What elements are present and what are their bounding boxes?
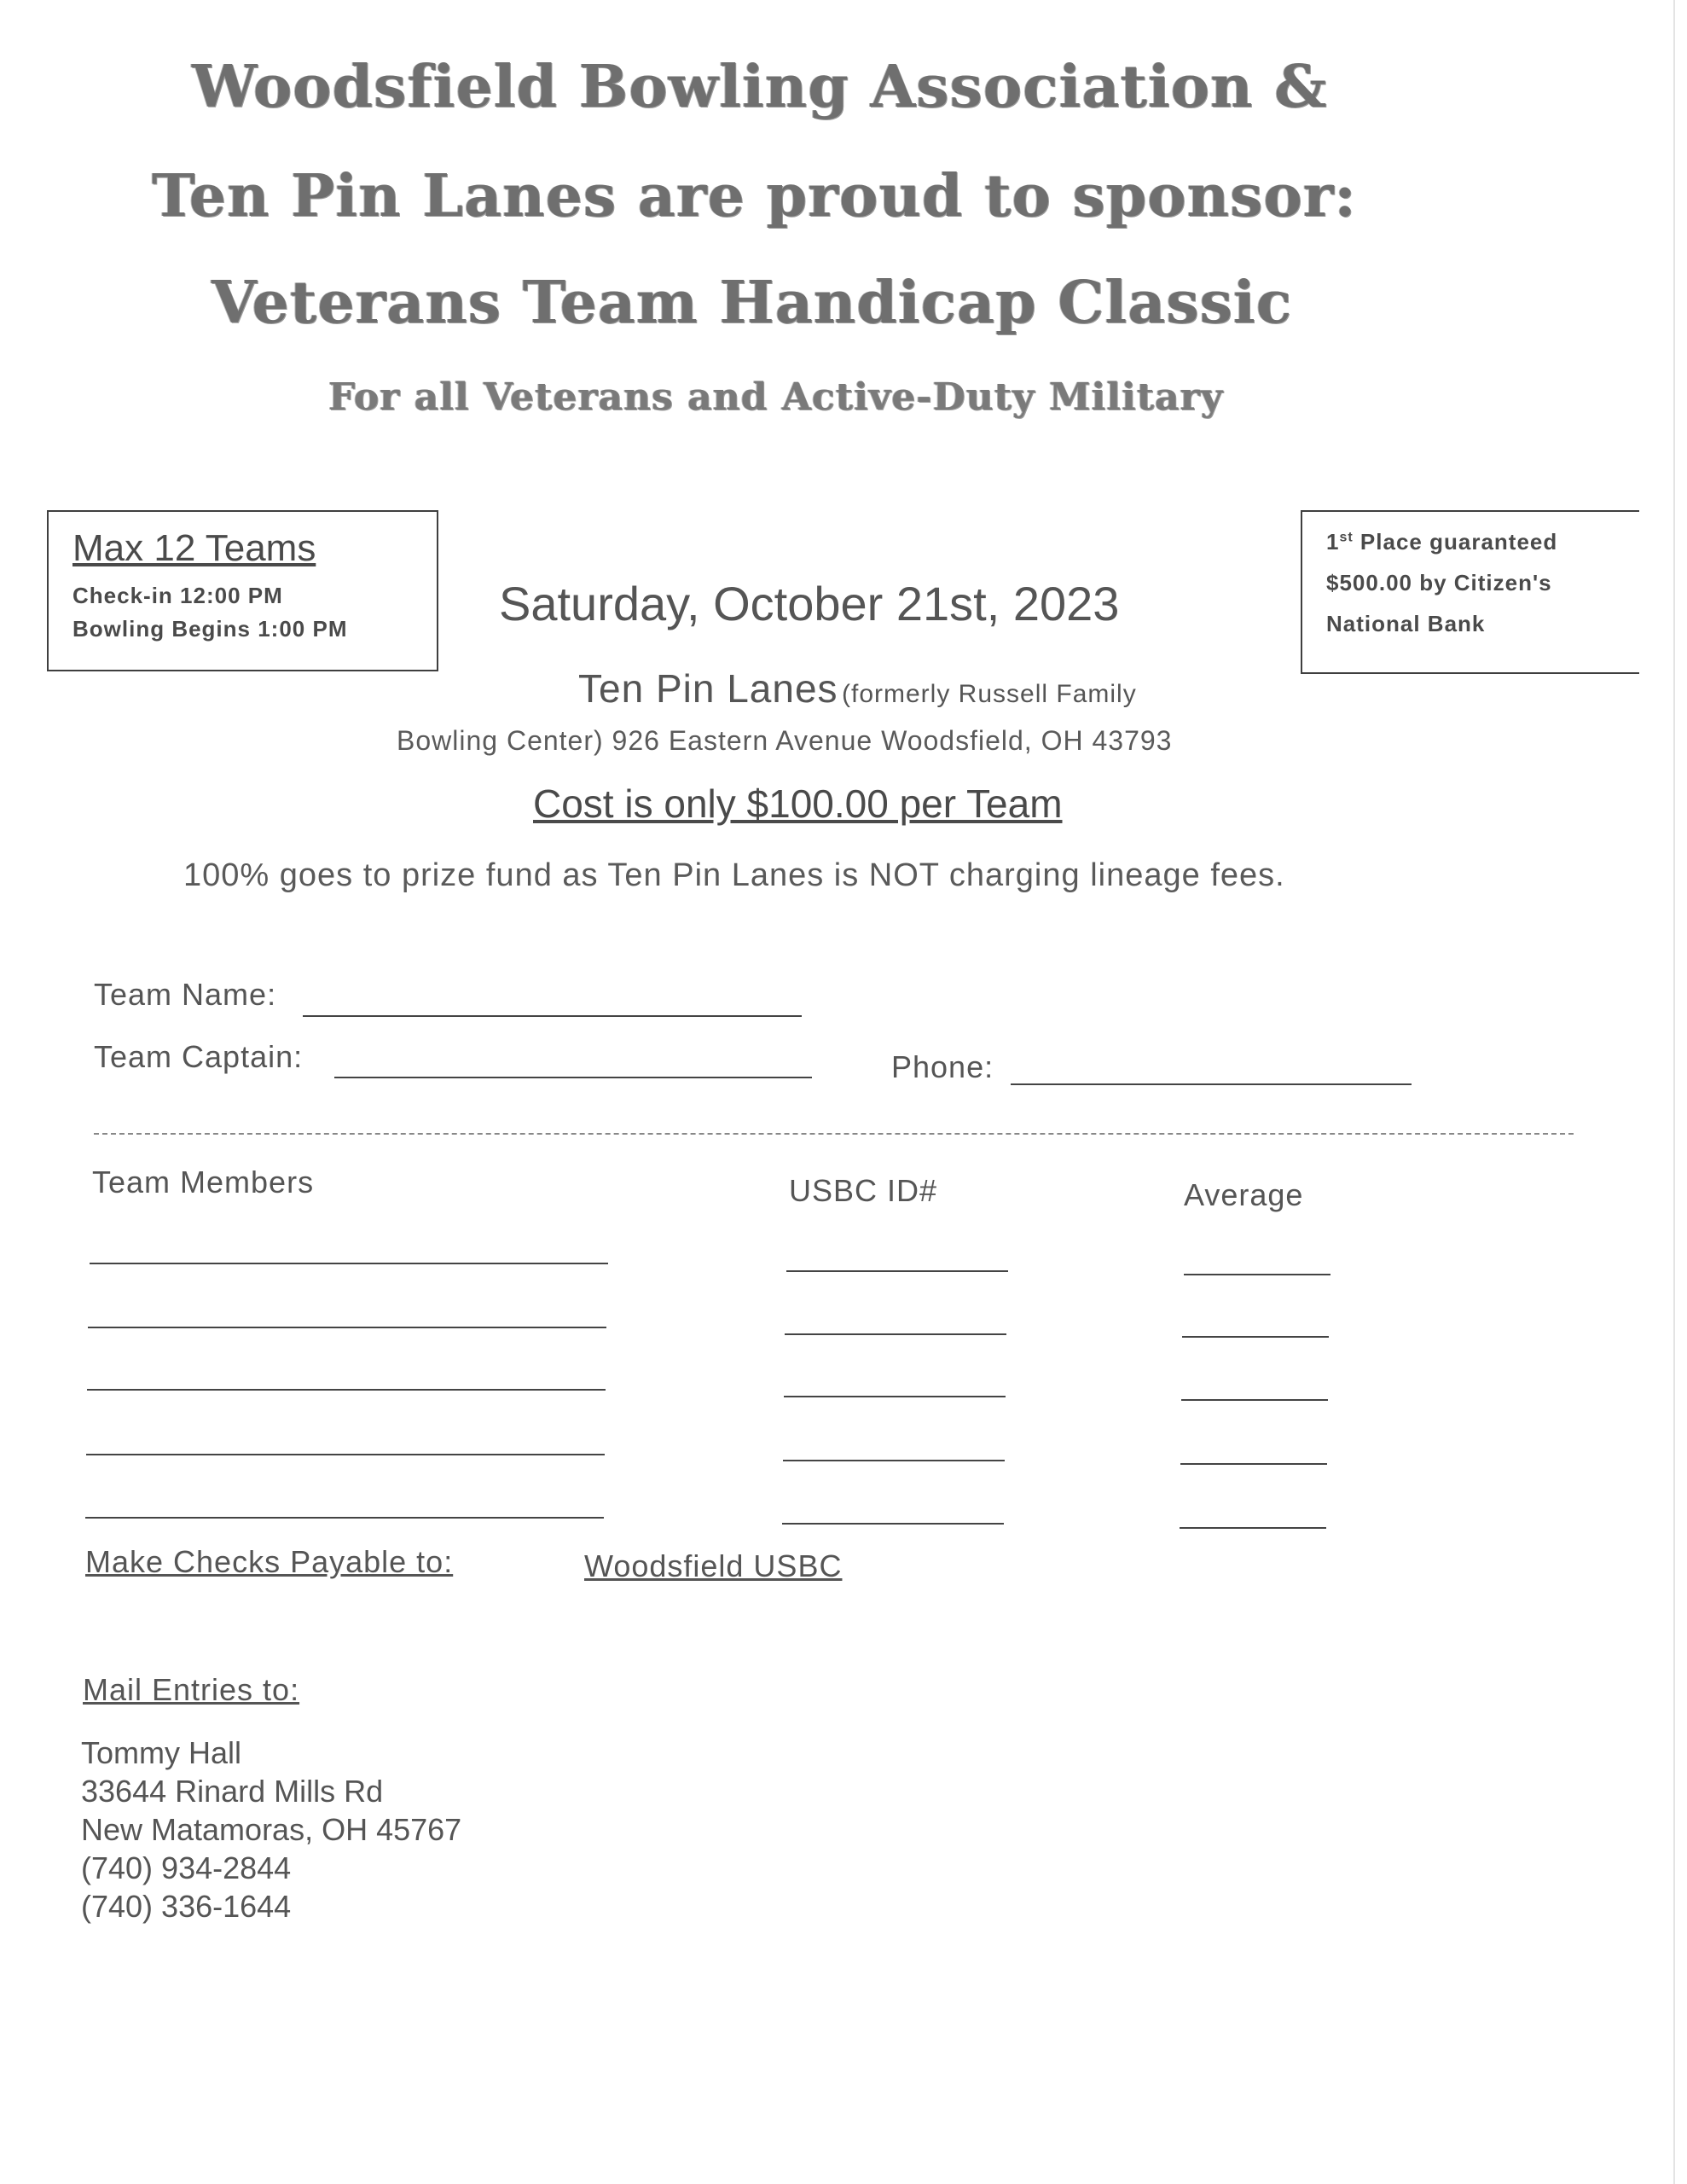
cost-line: Cost is only $100.00 per Team (533, 781, 1063, 826)
phone-field[interactable] (1011, 1083, 1412, 1085)
prize-fund-note: 100% goes to prize fund as Ten Pin Lanes is NOT charging lineage fees. (183, 857, 1285, 893)
member-name-field[interactable] (86, 1454, 605, 1455)
checks-payee: Woodsfield USBC (584, 1548, 843, 1583)
mail-name: Tommy Hall (81, 1735, 242, 1770)
prize-place-text: Place guaranteed (1353, 529, 1558, 555)
bowling-begins-time: Bowling Begins 1:00 PM (72, 616, 348, 642)
max-teams-title: Max 12 Teams (72, 527, 316, 569)
venue-address: Bowling Center) 926 Eastern Avenue Woodsfield, OH 43793 (397, 725, 1173, 756)
member-average-field[interactable] (1180, 1527, 1326, 1529)
prize-line-1 (1326, 529, 1557, 555)
venue-note: (formerly Russell Family (842, 680, 1137, 708)
prize-line-2: $500.00 by Citizen's (1326, 570, 1552, 595)
mail-address-block (81, 1734, 461, 1926)
max-teams-box (47, 510, 438, 671)
team-name-field[interactable] (303, 1015, 802, 1017)
member-name-field[interactable] (88, 1327, 606, 1328)
header-line-1: Woodsfield Bowling Association & (192, 53, 1328, 121)
mail-city: New Matamoras, OH 45767 (81, 1812, 462, 1847)
mail-phone-1: (740) 934-2844 (81, 1850, 292, 1885)
prize-line-3: National Bank (1326, 611, 1486, 636)
col-usbc-id: USBC ID# (789, 1173, 938, 1208)
phone-label: Phone: (891, 1049, 994, 1084)
mail-phone-2: (740) 336-1644 (81, 1889, 292, 1924)
prize-place-number: 1 (1326, 529, 1340, 555)
member-average-field[interactable] (1180, 1463, 1327, 1465)
member-usbc-field[interactable] (786, 1270, 1008, 1272)
checkin-time: Check-in 12:00 PM (72, 583, 283, 608)
header-line-2: Ten Pin Lanes are proud to sponsor: (152, 162, 1357, 230)
team-name-label: Team Name: (94, 977, 277, 1012)
team-captain-field[interactable] (334, 1077, 812, 1078)
venue-name: Ten Pin Lanes (578, 666, 838, 711)
member-usbc-field[interactable] (783, 1460, 1005, 1461)
member-name-field[interactable] (90, 1263, 608, 1264)
team-captain-label: Team Captain: (94, 1039, 304, 1074)
member-name-field[interactable] (87, 1389, 606, 1391)
mail-entries-label: Mail Entries to: (83, 1672, 300, 1707)
event-date: Saturday, October 21st, 2023 (499, 577, 1120, 630)
prize-place-suffix: st (1339, 530, 1354, 545)
member-average-field[interactable] (1184, 1274, 1330, 1275)
member-usbc-field[interactable] (785, 1333, 1006, 1335)
prize-box (1301, 510, 1639, 674)
member-usbc-field[interactable] (784, 1396, 1006, 1397)
checks-payable-label: Make Checks Payable to: (85, 1544, 454, 1579)
separator-dashed-line (94, 1133, 1574, 1135)
member-name-field[interactable] (85, 1517, 604, 1519)
member-usbc-field[interactable] (782, 1523, 1004, 1525)
header-line-3: Veterans Team Handicap Classic (212, 269, 1293, 337)
member-average-field[interactable] (1182, 1336, 1329, 1338)
col-average: Average (1184, 1177, 1304, 1212)
member-average-field[interactable] (1181, 1399, 1328, 1401)
header-line-4: For all Veterans and Active-Duty Military (328, 375, 1224, 419)
venue-line (578, 665, 1137, 712)
col-team-members: Team Members (92, 1165, 315, 1199)
scan-edge-line (1673, 0, 1675, 2184)
mail-street: 33644 Rinard Mills Rd (81, 1774, 384, 1809)
